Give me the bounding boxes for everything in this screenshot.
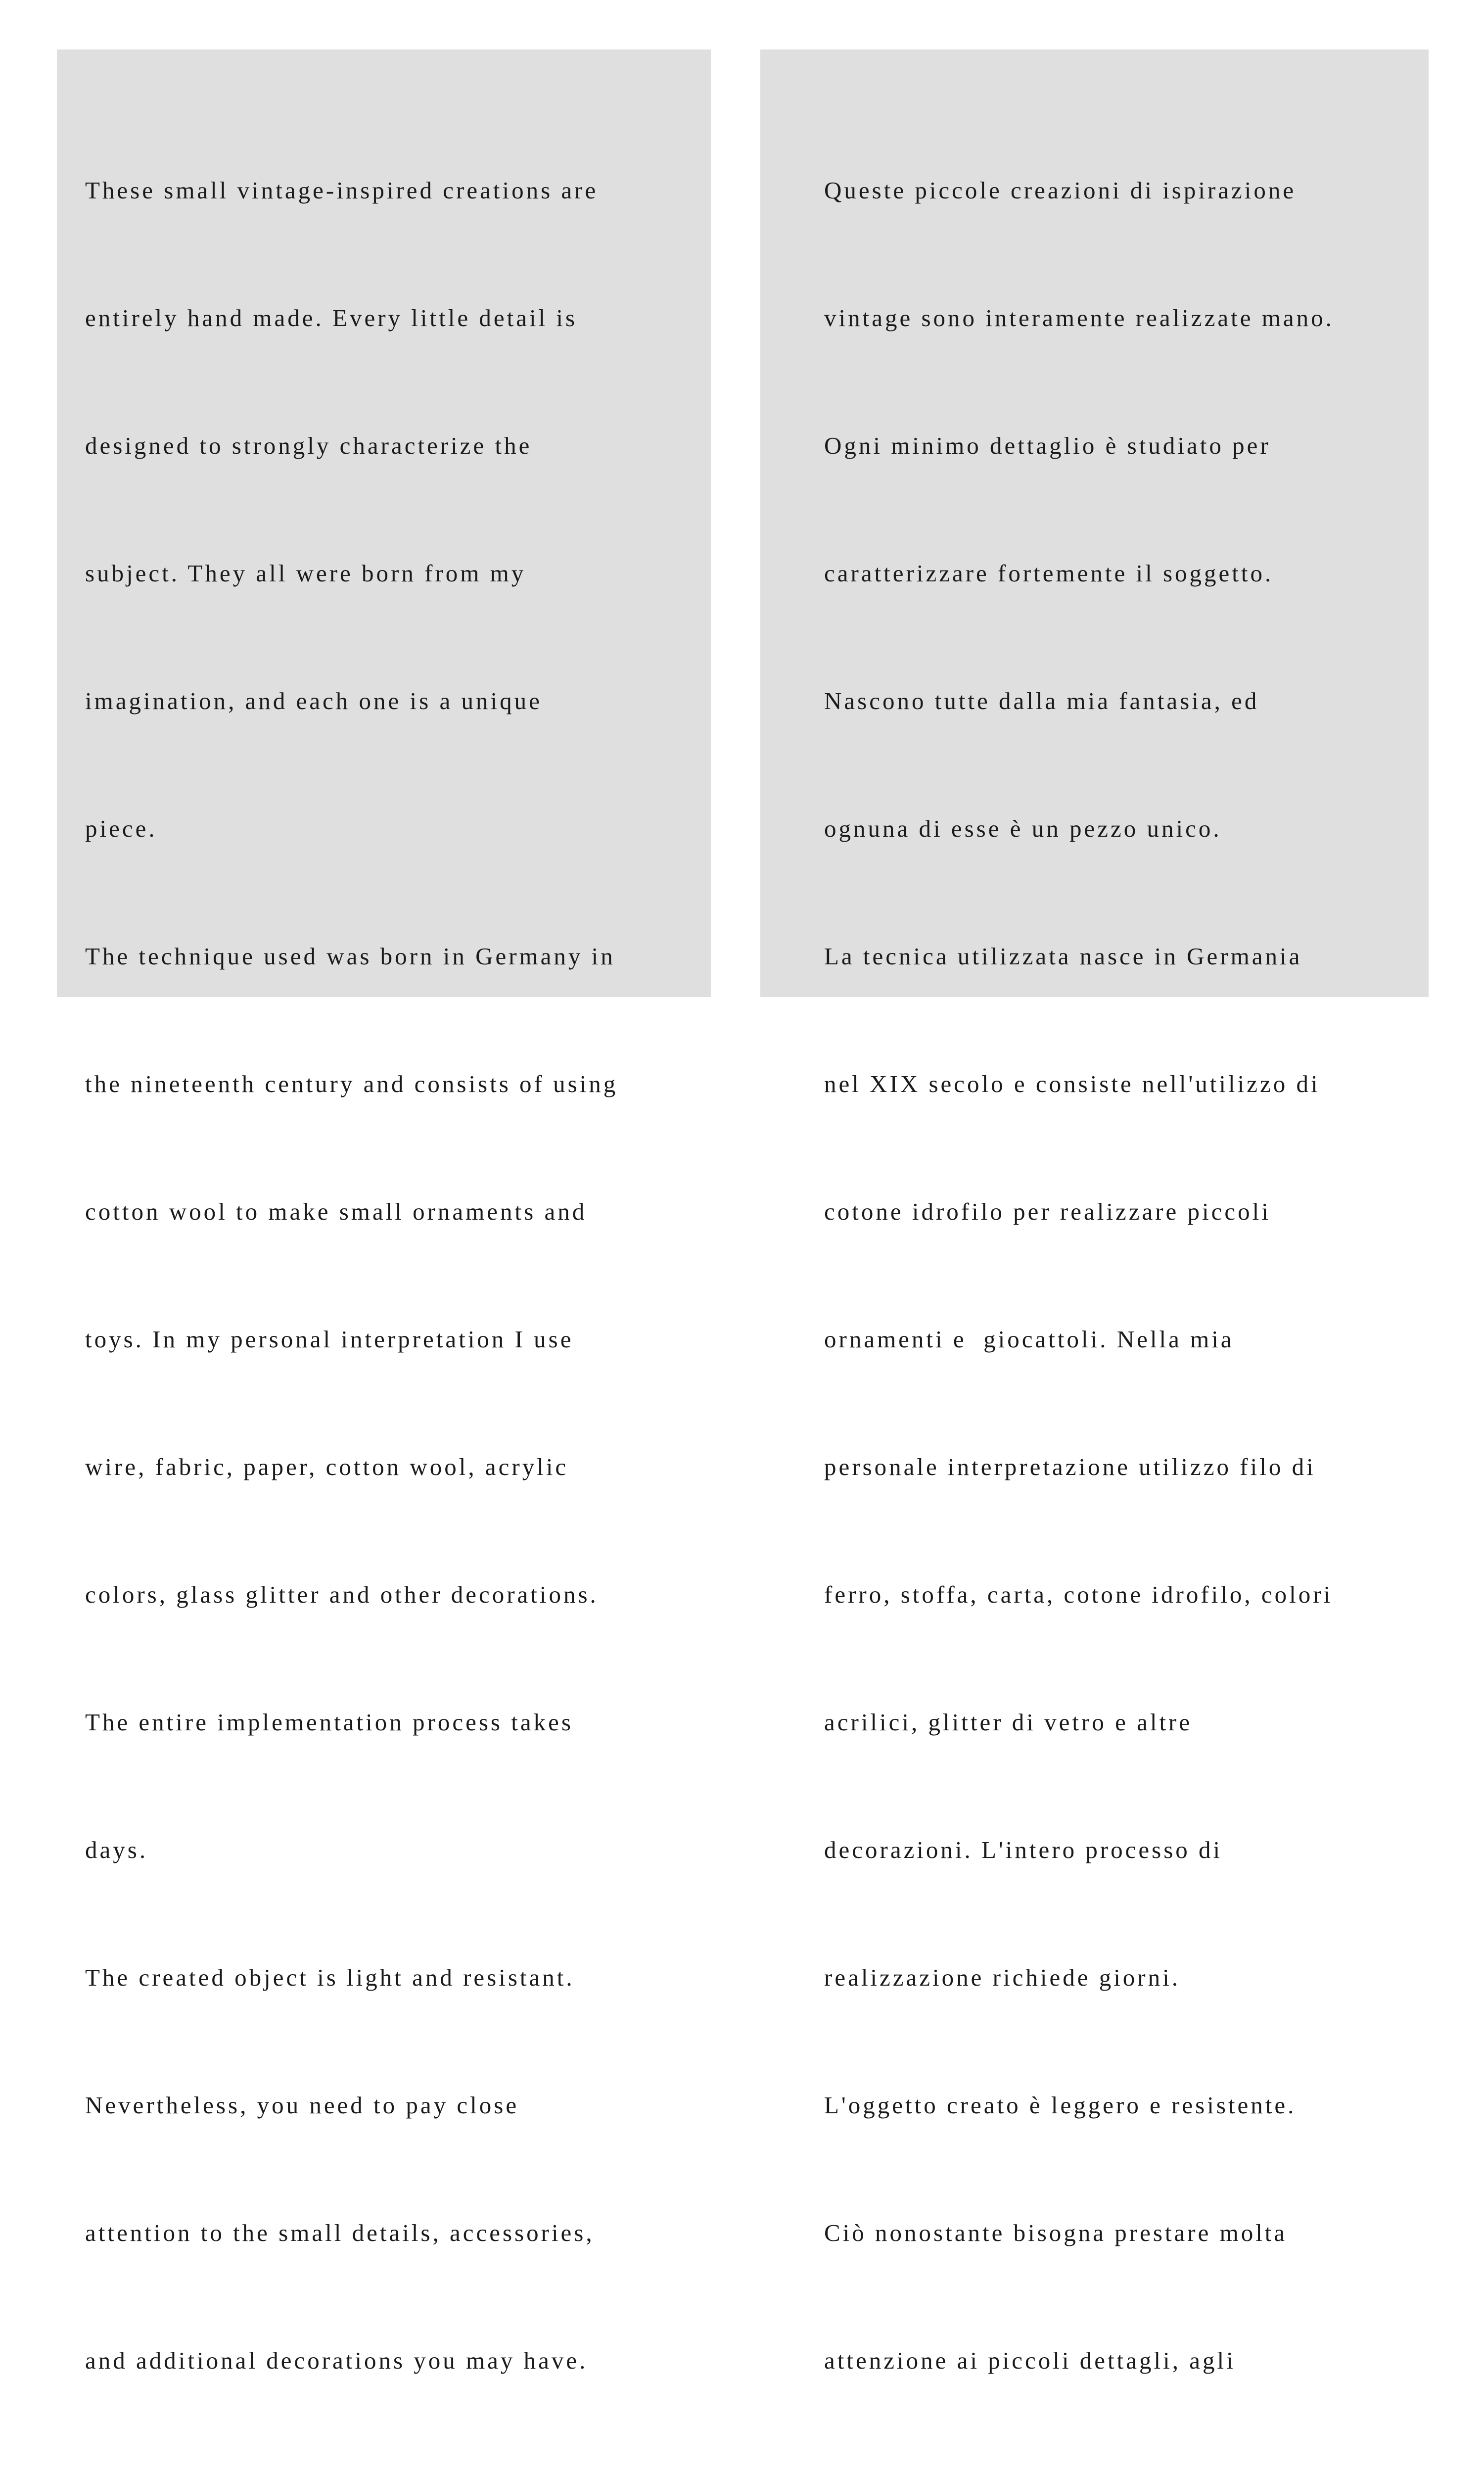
text-line: caratterizzare fortemente il soggetto. (824, 560, 1274, 587)
text-line: nel XIX secolo e consiste nell'utilizzo di (824, 1070, 1320, 1097)
text-line: personale interpretazione utilizzo filo di (824, 1453, 1316, 1480)
text-line: The entire implementation process takes (85, 1709, 573, 1736)
text-line: realizzazione richiede giorni. (824, 1964, 1180, 1991)
text-line (85, 2467, 618, 2474)
text-line: attention to the small details, accessories, (85, 2219, 595, 2246)
text-line: and additional decorations you may have. (85, 2347, 588, 2374)
english-description (85, 84, 618, 2474)
text-line: La tecnica utilizzata nasce in Germania (824, 943, 1302, 970)
english-text-panel (57, 49, 711, 2374)
text-line: Nevertheless, you need to pay close (85, 2092, 519, 2119)
text-line: ferro, stoffa, carta, cotone idrofilo, colori (824, 1581, 1333, 1608)
text-line: cotton wool to make small ornaments and (85, 1198, 587, 1225)
text-line (824, 2467, 1334, 2474)
text-line: imagination, and each one is a unique (85, 687, 542, 714)
text-line: subject. They all were born from my (85, 560, 526, 587)
text-line: Queste piccole creazioni di ispirazione (824, 177, 1297, 204)
text-line: The technique used was born in Germany in (85, 943, 615, 970)
text-line: Ogni minimo dettaglio è studiato per (824, 432, 1271, 459)
text-line: Nascono tutte dalla mia fantasia, ed (824, 687, 1259, 714)
text-line: piece. (85, 815, 157, 842)
text-line: acrilici, glitter di vetro e altre (824, 1709, 1193, 1736)
text-line: Ciò nonostante bisogna prestare molta (824, 2219, 1288, 2246)
text-line: designed to strongly characterize the (85, 432, 532, 459)
text-line: The created object is light and resistant. (85, 1964, 575, 1991)
text-line: colors, glass glitter and other decorations. (85, 1581, 599, 1608)
text-line: days. (85, 1836, 148, 1863)
text-line: decorazioni. L'intero processo di (824, 1836, 1223, 1863)
italian-text-panel (760, 49, 1429, 2374)
text-line: cotone idrofilo per realizzare piccoli (824, 1198, 1271, 1225)
text-line: These small vintage-inspired creations are (85, 177, 599, 204)
text-line: L'oggetto creato è leggero e resistente. (824, 2092, 1297, 2119)
text-line: toys. In my personal interpretation I use (85, 1326, 574, 1353)
text-line: entirely hand made. Every little detail is (85, 304, 578, 332)
text-line: vintage sono interamente realizzate mano. (824, 304, 1334, 332)
text-line: attenzione ai piccoli dettagli, agli (824, 2347, 1236, 2374)
text-line: the nineteenth century and consists of using (85, 1070, 618, 1097)
text-line: wire, fabric, paper, cotton wool, acrylic (85, 1453, 569, 1480)
italian-description (824, 84, 1334, 2474)
text-line: ornamenti e giocattoli. Nella mia (824, 1326, 1234, 1353)
text-line: ognuna di esse è un pezzo unico. (824, 815, 1222, 842)
